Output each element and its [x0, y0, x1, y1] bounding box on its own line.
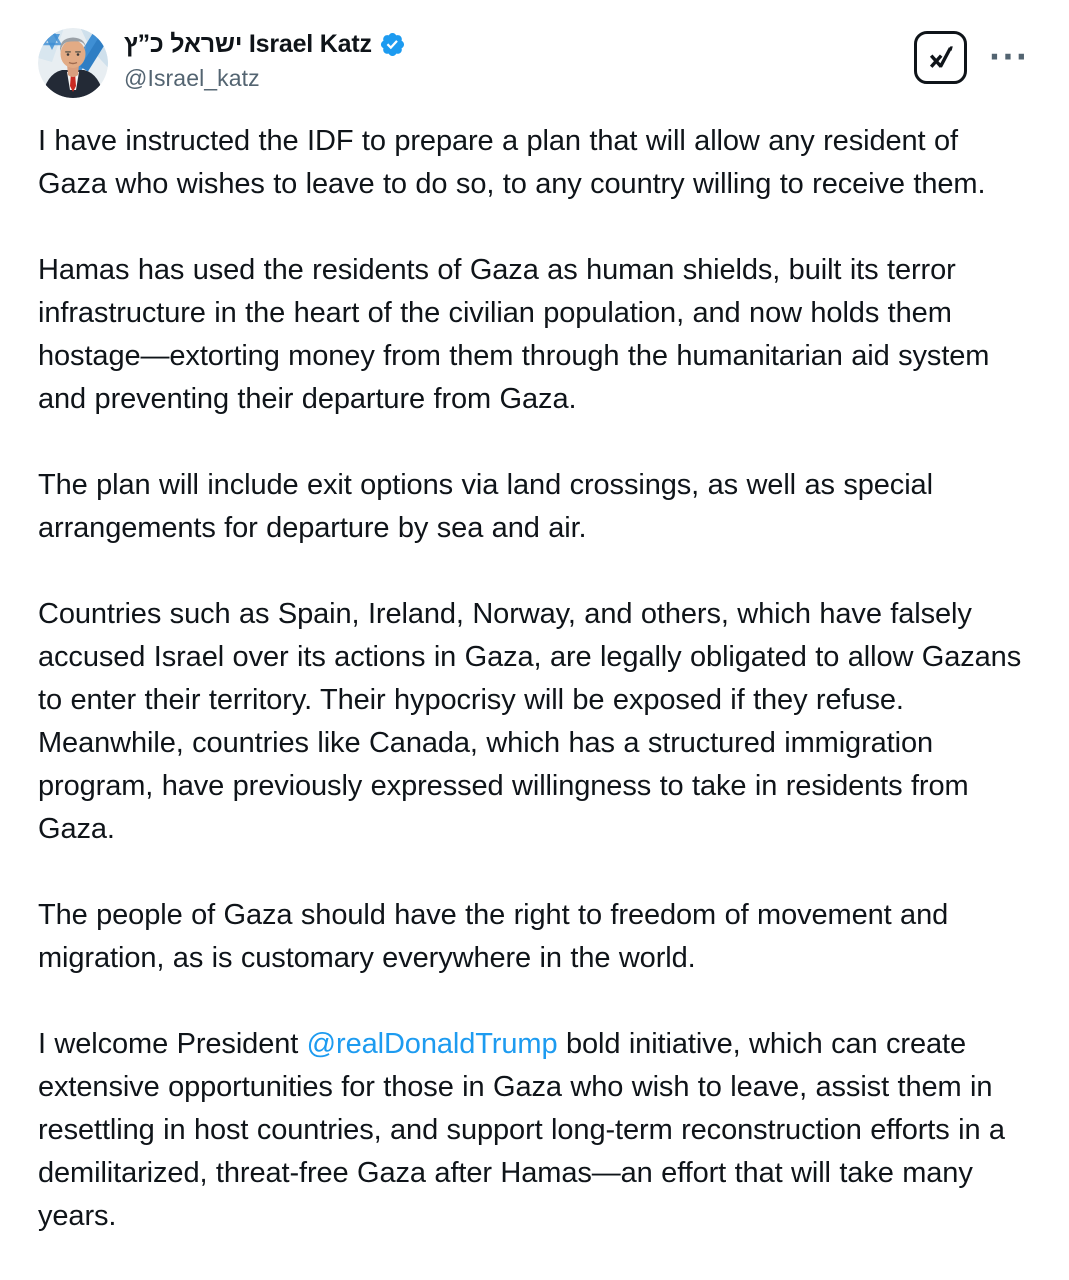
tweet-paragraph: I have instructed the IDF to prepare a plan that will allow any resident of Gaza who wishes to leave to do so, to any country willing to receive them. — [38, 125, 986, 200]
tweet-header — [38, 28, 1031, 98]
author-name-row — [124, 30, 914, 59]
author-block — [124, 28, 914, 92]
tweet-text — [38, 120, 1031, 1238]
tweet-paragraph: Countries such as Spain, Ireland, Norway, and others, which have falsely accused Israel over its actions in Gaza, are legally obligated to allow Gazans to enter their territory. Their hypocrisy will be exposed if they refuse. Meanwhile, countries like Canada, which has a structured immigration program, have previously expressed willingness to take in residents from Gaza. — [38, 598, 1022, 845]
paragraph-text: bold initiative, which can create extensive opportunities for those in Gaza who wish to leave, assist them in resettling in host countries, and support long-term reconstruction efforts in a demilitarized, threat-free Gaza after Hamas—an effort that will take many years. — [38, 1028, 1005, 1232]
paragraph-text: I welcome President — [38, 1028, 307, 1060]
author-handle[interactable]: @Israel_katz — [124, 65, 260, 91]
author-display-name[interactable]: ישראל כ”ץ Israel Katz — [124, 30, 372, 58]
verified-badge-icon — [379, 31, 406, 58]
more-button[interactable] — [987, 39, 1031, 77]
mention-link-realdonaldtrump[interactable]: @realDonaldTrump — [306, 1028, 558, 1060]
profile-photo-graphic — [38, 28, 108, 98]
header-actions — [914, 28, 1031, 84]
grok-button[interactable] — [914, 31, 967, 84]
grok-xai-logo-icon — [924, 42, 956, 74]
tweet-paragraph — [38, 1023, 1031, 1238]
avatar[interactable] — [38, 28, 108, 98]
tweet-paragraph: The plan will include exit options via land crossings, as well as special arrangements for departure by sea and air. — [38, 469, 933, 544]
tweet-paragraph: The people of Gaza should have the right to freedom of movement and migration, as is customary everywhere in the world. — [38, 899, 949, 974]
tweet-paragraph: Hamas has used the residents of Gaza as human shields, built its terror infrastructure in the heart of the civilian population, and now holds them hostage—extorting money from them through the humanitarian aid system and preventing their departure from Gaza. — [38, 254, 990, 415]
more-ellipsis-icon: ··· — [988, 39, 1029, 75]
